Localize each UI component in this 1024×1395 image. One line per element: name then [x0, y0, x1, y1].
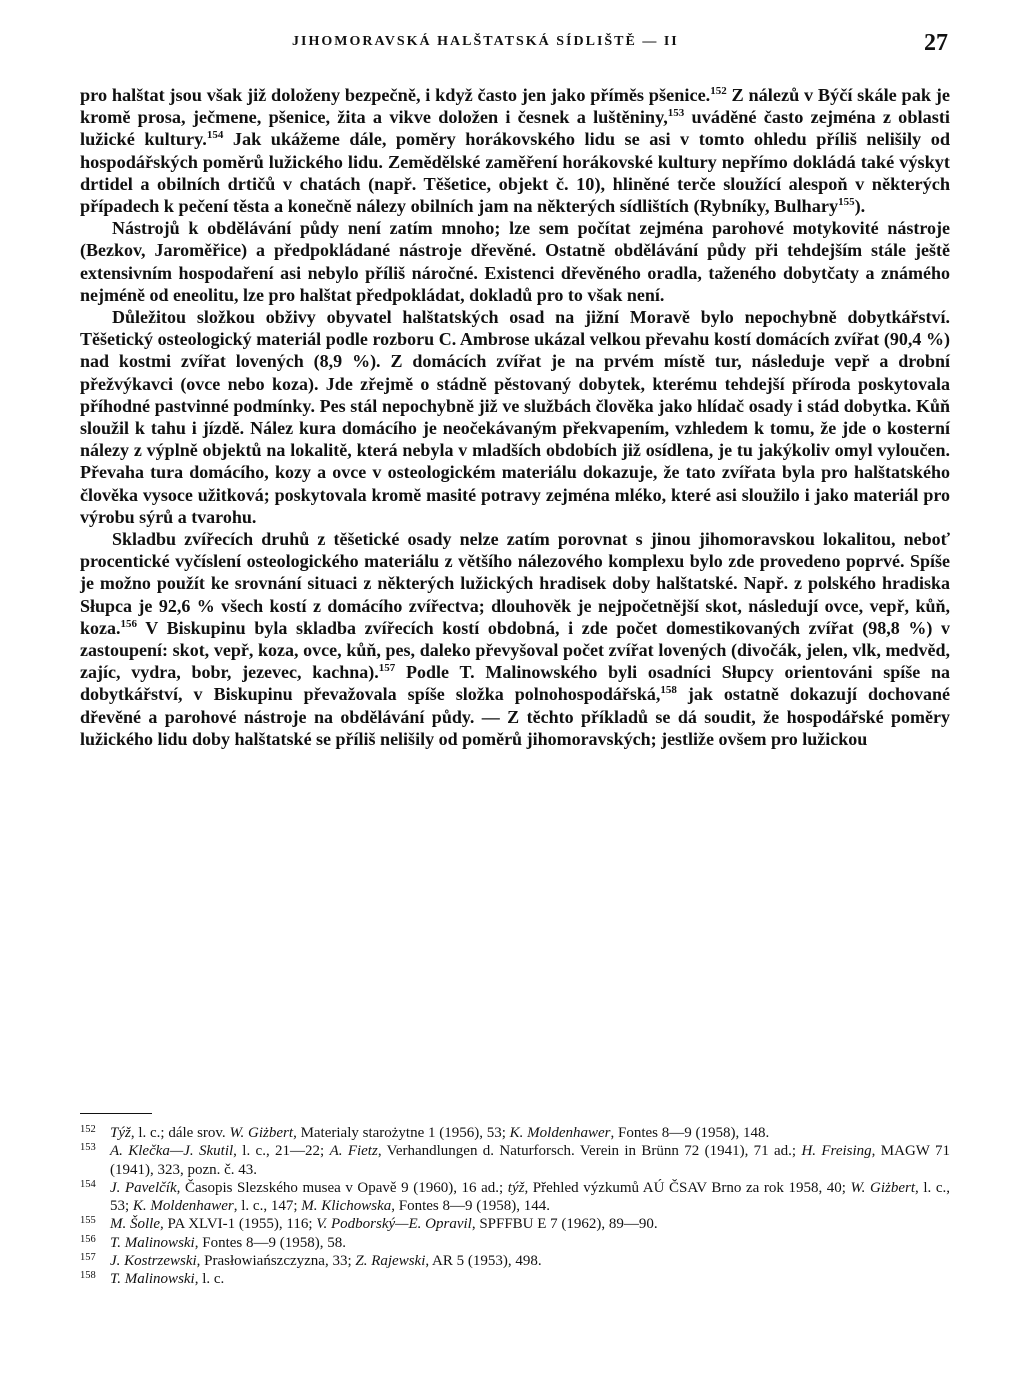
footnote-ref: 157 [378, 662, 396, 675]
text-run: Podle T. Malinowského byli osadníci Słupcy orientováni spíše na dobytkářství, v Biskupinu převažovala spíše složka polnohospodářská, [80, 662, 950, 705]
page-number: 27 [924, 30, 948, 56]
italic-text: T. Malinowski [110, 1234, 195, 1251]
text-run: , Materialy starożytne 1 (1956), 53; [293, 1125, 510, 1141]
text-run: Z nálezů v Býčí skále pak je kromě prosa, ječmene, pšenice, žita a vikve doložen i česnek a luštěniny, [80, 85, 950, 128]
italic-text: Týž [110, 1125, 131, 1141]
text-run: Skladbu zvířecích druhů z těšetické osady nelze zatím porovnat s jinou jihomoravskou lokalitou, neboť procentické vyčíslení osteologického materiálu z většího nálezového komplexu bylo zde provedeno poprvé. Spíše je možno použít ke srovnání situaci z některých lužických hradisek doby halštatské. Např. z polského hradiska Słupca je 92,6 % všech kostí z domácího zvířectva; dlouhověk je nejpočetnější skot, následují ovce, vepř, kůň, koza. [80, 529, 950, 638]
italic-text: V. Podborský—E. Opravil [316, 1216, 472, 1233]
footnote-number: 154 [80, 1178, 96, 1190]
footnote-157 [80, 1252, 950, 1270]
text-run: ). [854, 196, 866, 217]
italic-text: W. Giżbert [229, 1125, 294, 1141]
italic-text: M. Šolle [110, 1216, 160, 1233]
italic-text: týž [507, 1179, 525, 1196]
text-run: V Biskupinu byla skladba zvířecích kostí obdobná, i zde počet domestikovaných zvířat (98,8 %) v zastoupení: skot, vepř, koza, ovce, kůň, pes, daleko převyšoval počet zvířat lovených (divočák, jelen, vlk, medvěd, zajíc, vydra, bobr, jezevec, kachna). [80, 617, 950, 683]
running-head-title: JIHOMORAVSKÁ HALŠTATSKÁ SÍDLIŠTĚ — II [292, 34, 679, 49]
paragraph-3 [80, 306, 950, 528]
italic-text: M. Klichowska [301, 1198, 392, 1215]
footnote-156 [80, 1234, 950, 1252]
running-head [80, 30, 950, 60]
text-run: , AR 5 (1953), 498. [425, 1253, 542, 1270]
italic-text: H. Freising [801, 1143, 872, 1160]
text-run: , Přehled výzkumů AÚ ČSAV Brno za rok 1958, 40; [524, 1179, 851, 1196]
italic-text: A. Fietz [329, 1143, 378, 1160]
footnote-154 [80, 1179, 950, 1216]
footnote-ref: 152 [710, 85, 727, 97]
text-run: Důležitou složkou obživy obyvatel halštatských osad na jižní Moravě bylo nepochybně dobytkářství. Těšetický osteologický materiál podle rozboru C. Ambrose ukázal velkou převahu kostí domácích zvířat (90,4 %) nad kostmi zvířat lovených (8,9 %). Z domácích zvířat je na prvém místě tur, následuje vepř a drobní přežvýkavci (ovce nebo koza). Jde zřejmě o stádně pěstovaný dobytek, kterému tehdejší příroda poskytovala příhodné pastvinné podmínky. Pes stál nepochybně již ve službách člověka jako hlídač osady i stád dobytka. Kůň sloužil k tahu i jízdě. Nález kura domácího je neočekávaným překvapením, vzhledem k tomu, že jde o kosterní nálezy z výplně objektů na lokalitě, která nebyla v mladších obdobích již osídlena, je tu jakýkoliv omyl vyloučen. Převaha tura domácího, kozy a ovce v osteologickém materiálu dokazuje, že tato zvířata byla pro halštatského člověka vysoce užitková; poskytovala kromě masité potravy zejména mléko, které asi sloužilo i jako materiál pro výrobu sýrů a tvarohu. [80, 307, 950, 527]
footnote-ref: 153 [667, 107, 685, 120]
footnotes [80, 1124, 950, 1289]
text-run: Jak ukážeme dále, poměry horákovského lidu se asi v tomto ohledu příliš nelišily od hospodářských poměrů lužického lidu. Zemědělské zaměření horákovské kultury nepřímo dokládá také výskyt drtidel a obilních drtičů v chatách (např. Těšetice, objekt č. 10), hliněné terče sloužící alespoň v některých případech k pečení těsta a konečně nálezy obilních jam na některých sídlištích (Rybníky, Bulhary [80, 129, 951, 217]
text-run: , Prasłowiańszczyzna, 33; [196, 1253, 356, 1270]
footnote-number: 152 [80, 1124, 96, 1135]
italic-text: K. Moldenhawer [509, 1125, 611, 1141]
footnote-ref: 158 [660, 684, 677, 697]
italic-text: Z. Rajewski [355, 1253, 426, 1270]
text-run: , SPFFBU E 7 (1962), 89—90. [471, 1216, 658, 1233]
italic-text: A. Klečka—J. Skutil [110, 1143, 234, 1160]
text-run: , l. c., 53; [110, 1179, 950, 1215]
footnote-158 [80, 1270, 950, 1288]
text-run: , Časopis Slezského musea v Opavě 9 (1960), 16 ad.; [176, 1179, 508, 1196]
footnote-divider [80, 1113, 152, 1114]
paragraph-1 [80, 84, 950, 217]
text-run: , MAGW 71 (1941), 323, pozn. č. 43. [110, 1143, 951, 1178]
text-run: , Verhandlungen d. Naturforsch. Verein in Brünn 72 (1941), 71 ad.; [377, 1143, 802, 1160]
italic-text: K. Moldenhawer [132, 1198, 234, 1215]
main-text [80, 84, 950, 750]
footnote-number: 156 [80, 1233, 96, 1245]
text-run: , l. c., 147; [233, 1198, 302, 1215]
text-run: , Fontes 8—9 (1958), 58. [194, 1234, 346, 1251]
text-run: , l. c., 21—22; [233, 1143, 330, 1160]
italic-text: J. Kostrzewski [110, 1253, 197, 1270]
text-run: uváděné často zejména z oblasti lužické kultury. [80, 107, 950, 150]
footnote-ref: 155 [838, 196, 855, 209]
text-run: pro halštat jsou však již doloženy bezpečně, i když často jen jako příměs pšenice. [80, 85, 711, 105]
footnote-ref: 154 [206, 129, 224, 142]
text-run: , l. c.; dále srov. [130, 1125, 230, 1141]
paragraph-4 [80, 528, 950, 750]
text-run: , Fontes 8—9 (1958), 144. [391, 1198, 550, 1215]
footnote-ref: 156 [120, 617, 137, 630]
footnote-155 [80, 1215, 950, 1233]
paragraph-2 [80, 217, 950, 306]
text-run: Nástrojů k obdělávání půdy není zatím mnoho; lze sem počítat zejména parohové motykovité nástroje (Bezkov, Jaroměřice) a předpokládané nástroje dřevěné. Ostatně obdělávání půdy při tehdejším stále ještě extensivním hospodaření asi nebylo příliš náročné. Existenci dřevěného oradla, taženého dobytčaty a známého nejméně od eneolitu, lze pro halštat předpokládat, dokladů pro to však není. [80, 218, 950, 305]
footnote-number: 155 [80, 1215, 96, 1227]
italic-text: T. Malinowski [110, 1271, 195, 1288]
footnote-number: 157 [80, 1252, 96, 1264]
text-run: jak ostatně dokazují dochované dřevěné a parohové nástroje na obdělávání půdy. — Z těchto příkladů se dá soudit, že hospodářské poměry lužického lidu doby halštatské se příliš nelišily od poměrů jihomoravských; jestliže ovšem pro lužickou [80, 684, 950, 749]
footnote-152 [80, 1124, 950, 1142]
footnote-153 [80, 1142, 950, 1179]
text-run: , PA XLVI-1 (1955), 116; [160, 1216, 317, 1233]
text-run: , l. c. [194, 1271, 225, 1288]
footnote-number: 153 [80, 1142, 96, 1154]
italic-text: J. Pavelčík [110, 1179, 177, 1196]
italic-text: W. Giżbert [850, 1179, 915, 1196]
footnote-number: 158 [80, 1270, 96, 1282]
text-run: , Fontes 8—9 (1958), 148. [610, 1125, 770, 1141]
